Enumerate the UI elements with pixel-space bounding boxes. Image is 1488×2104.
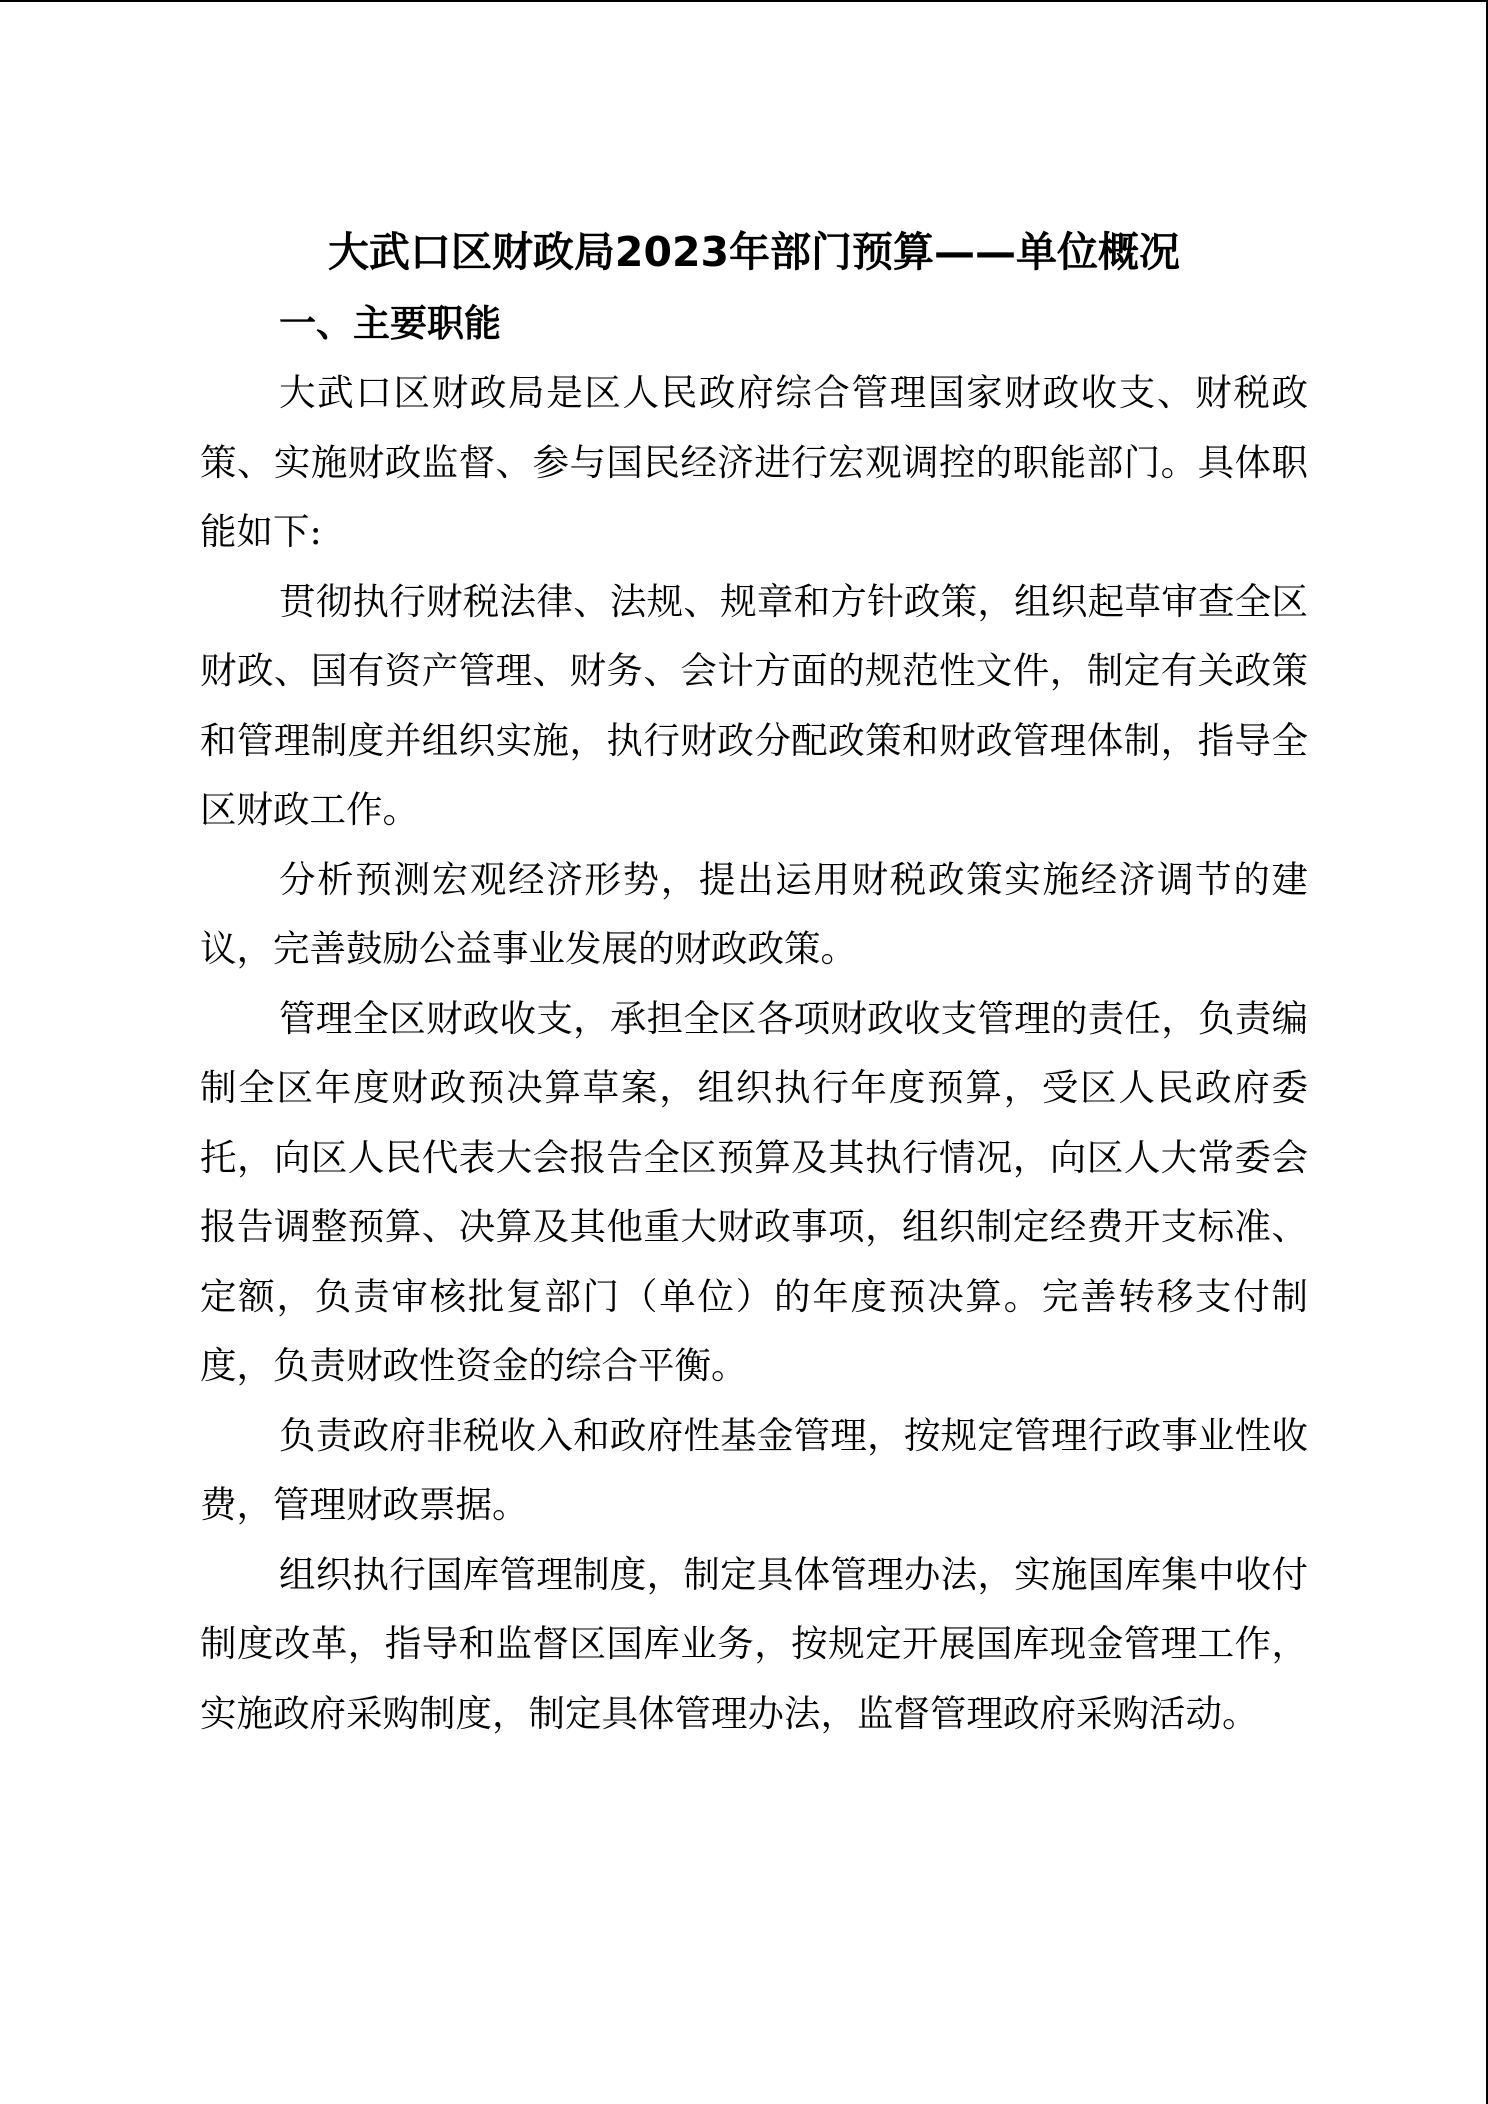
paragraph-overview: 大武口区财政局是区人民政府综合管理国家财政收支、财税政策、实施财政监督、参与国民经济进行宏观调控的职能部门。具体职能如下:: [200, 371, 1308, 553]
paragraph-function-5: 组织执行国库管理制度，制定具体管理办法，实施国库集中收付制度改革，指导和监督区国库业务，按规定开展国库现金管理工作，实施政府采购制度，制定具体管理办法，监督管理政府采购活动。: [200, 1552, 1308, 1735]
paragraph-function-2: 分析预测宏观经济形势，提出运用财税政策实施经济调节的建议，完善鼓励公益事业发展的财政政策。: [200, 857, 1308, 970]
document-body: [200, 222, 1308, 1748]
paragraph-function-4: 负责政府非税收入和政府性基金管理，按规定管理行政事业性收费，管理财政票据。: [200, 1413, 1308, 1526]
document-title: 大武口区财政局2023年部门预算——单位概况: [327, 228, 1181, 276]
paragraph-function-3: 管理全区财政收支，承担全区各项财政收支管理的责任，负责编制全区年度财政预决算草案，组织执行年度预算，受区人民政府委托，向区人民代表大会报告全区预算及其执行情况，向区人大常委会报告调整预算、决算及其他重大财政事项，组织制定经费开支标准、定额，负责审核批复部门（单位）的年度预决算。完善转移支付制度，负责财政性资金的综合平衡。: [200, 996, 1308, 1387]
paragraph-function-1: 贯彻执行财税法律、法规、规章和方针政策，组织起草审查全区财政、国有资产管理、财务、会计方面的规范性文件，制定有关政策和管理制度并组织实施，执行财政分配政策和财政管理体制，指导全区财政工作。: [200, 579, 1308, 831]
section-heading: 一、主要职能: [279, 302, 501, 345]
